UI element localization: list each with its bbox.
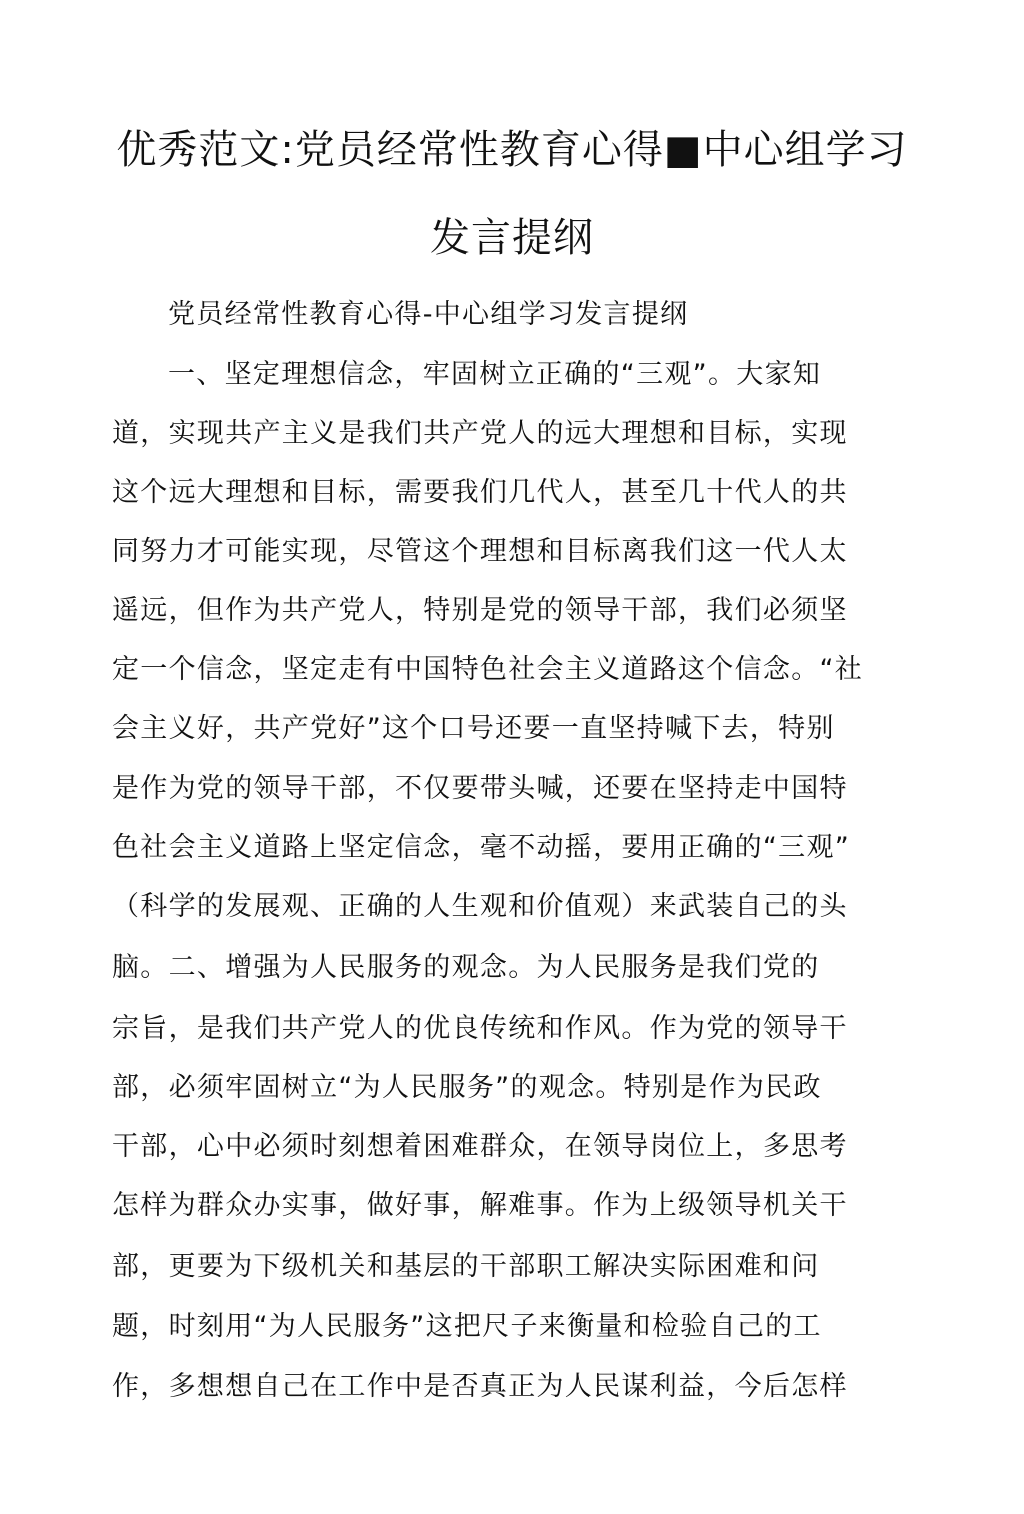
paragraph-line: 同努力才可能实现，尽管这个理想和目标离我们这一代人太 [112,536,848,567]
document-title-line-2: 发言提纲 [430,215,594,261]
paragraph-line: 是作为党的领导干部，不仅要带头喊，还要在坚持走中国特 [112,773,848,804]
paragraph-line: 部，必须牢固树立“为人民服务”的观念。特别是作为民政 [112,1072,822,1103]
paragraph-line: 题，时刻用“为人民服务”这把尺子来衡量和检验自己的工 [112,1311,822,1342]
paragraph-line: 道，实现共产主义是我们共产党人的远大理想和目标，实现 [112,418,848,449]
document-title-line-1: 优秀范文:党员经常性教育心得■中心组学习 [116,127,908,173]
paragraph-line: （科学的发展观、正确的人生观和价值观）来武装自己的头 [112,891,848,922]
paragraph-line: 会主义好，共产党好”这个口号还要一直坚持喊下去，特别 [112,713,835,744]
paragraph-line: 定一个信念，坚定走有中国特色社会主义道路这个信念。“社 [112,654,864,685]
document-subtitle: 党员经常性教育心得-中心组学习发言提纲 [168,299,689,330]
paragraph-line: 怎样为群众办实事，做好事，解难事。作为上级领导机关干 [112,1190,848,1221]
paragraph-line: 一、坚定理想信念，牢固树立正确的“三观”。大家知 [168,359,822,390]
paragraph-line: 脑。二、增强为人民服务的观念。为人民服务是我们党的 [112,952,820,983]
paragraph-line: 这个远大理想和目标，需要我们几代人，甚至几十代人的共 [112,477,848,508]
paragraph-line: 作，多想想自己在工作中是否真正为人民谋利益，今后怎样 [112,1371,848,1402]
paragraph-line: 遥远，但作为共产党人，特别是党的领导干部，我们必须坚 [112,595,848,626]
paragraph-line: 宗旨，是我们共产党人的优良传统和作风。作为党的领导干 [112,1013,848,1044]
paragraph-line: 色社会主义道路上坚定信念，毫不动摇，要用正确的“三观” [112,832,851,863]
paragraph-line: 干部，心中必须时刻想着困难群众，在领导岗位上，多思考 [112,1131,848,1162]
paragraph-line: 部，更要为下级机关和基层的干部职工解决实际困难和问 [112,1251,820,1282]
